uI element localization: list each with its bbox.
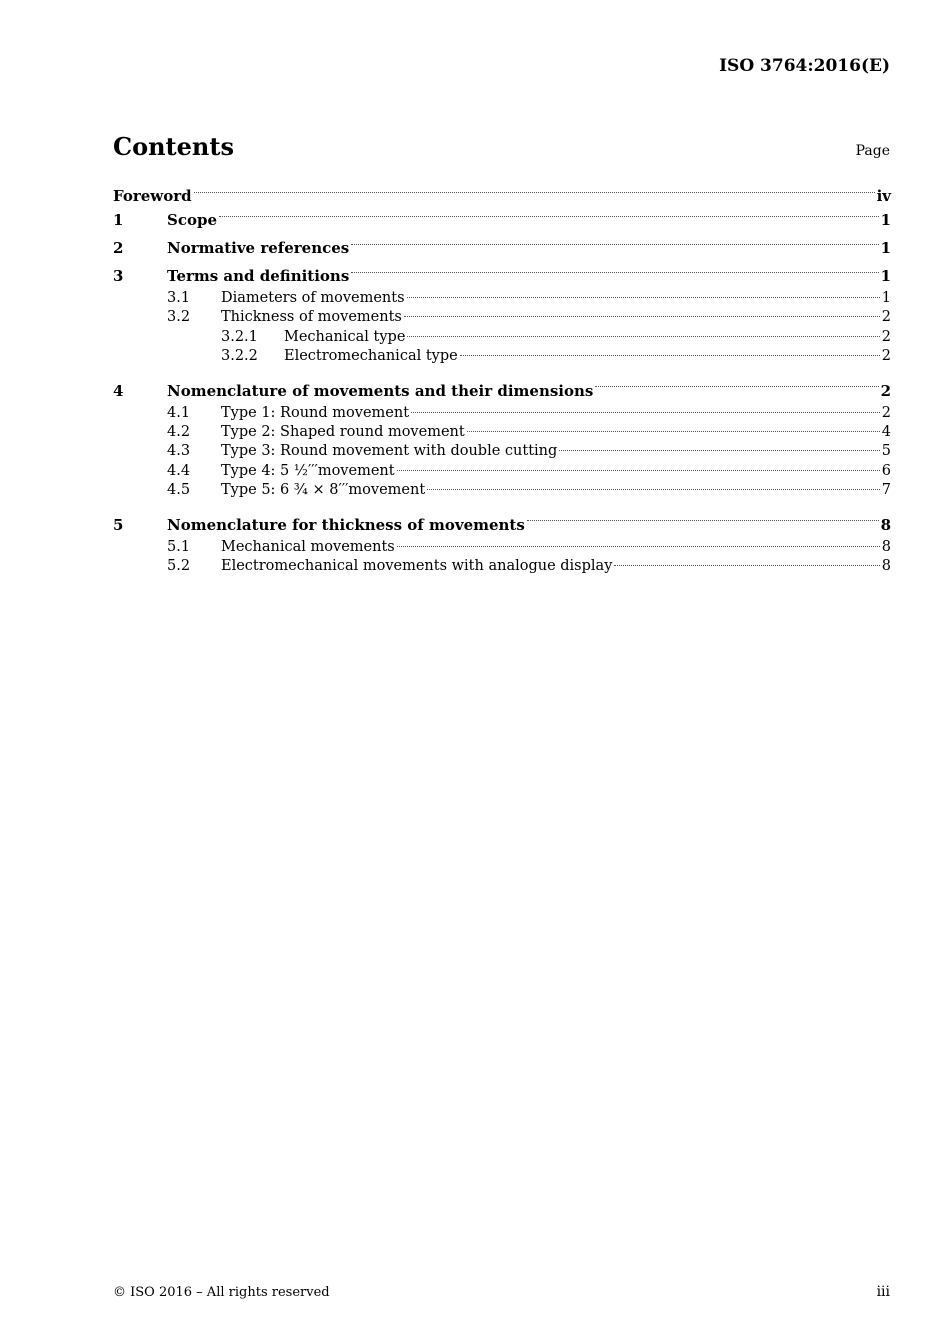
toc-entry-page: 1 [880,239,891,257]
toc-entry-number: 5.1 [167,538,191,555]
toc-entry-title: Type 2: Shaped round movement [221,423,465,440]
toc-entry-number: 1 [113,211,124,229]
toc-entry-title: Mechanical type [284,328,406,345]
toc-entry-number: 4.5 [167,482,191,499]
toc-entry-title: Type 4: 5 ½′′′movement [221,462,395,479]
toc-entry-page: 2 [881,404,891,421]
toc-entry[interactable] [113,348,891,367]
contents-heading: Contents [113,132,234,161]
toc-dot-leader [595,386,878,387]
toc-entry-page: 7 [881,482,891,499]
toc-entry[interactable] [113,377,891,405]
toc-entry-number: 3.1 [167,290,191,306]
toc-entry-title: Foreword [113,187,192,205]
toc-entry-number: 2 [113,239,124,257]
toc-entry-number: 5 [113,515,124,534]
toc-dot-leader [460,355,880,356]
toc-entry[interactable] [113,206,891,234]
toc-dot-leader [351,272,878,273]
page-number: iii [876,1284,890,1300]
toc-entry-number: 3.2.1 [221,328,258,345]
toc-entry-title: Type 1: Round movement [221,404,410,421]
toc-entry-number: 4.1 [167,404,191,421]
toc-dot-leader [411,412,880,413]
toc-entry[interactable] [113,482,891,501]
toc-dot-leader [404,316,880,317]
toc-entry-title: Electromechanical type [284,348,458,365]
toc-entry-title: Normative references [167,239,350,257]
toc-dot-leader [467,431,880,432]
toc-entry-title: Thickness of movements [221,309,402,326]
toc-entry-page: 2 [880,381,891,400]
toc-entry-number: 4.2 [167,423,191,440]
toc-entry-title: Mechanical movements [221,538,395,555]
toc-entry-page: 8 [880,515,891,534]
toc-entry-page: 2 [881,348,891,365]
toc-entry-number: 3 [113,267,124,285]
toc-entry-page: iv [876,187,891,205]
toc-entry-page: 2 [881,328,891,345]
toc-entry-page: 8 [881,557,891,574]
toc-entry[interactable] [113,539,891,558]
toc-entry-title: Electromechanical movements with analogue display [221,557,613,574]
toc-entry-page: 4 [881,423,891,440]
toc-dot-leader [407,297,880,298]
toc-entry-title: Nomenclature for thickness of movements [167,515,525,534]
toc-dot-leader [527,520,879,521]
toc-entry[interactable] [113,424,891,443]
toc-entry-number: 5.2 [167,557,191,574]
toc-entry-title: Scope [167,211,218,229]
table-of-contents [113,186,891,577]
copyright-notice: © ISO 2016 – All rights reserved [113,1285,330,1300]
toc-entry-title: Diameters of movements [221,290,405,306]
toc-entry-page: 1 [881,290,891,306]
toc-entry-number: 4 [113,381,124,400]
toc-entry-page: 6 [881,462,891,479]
toc-entry-number: 3.2 [167,309,191,326]
toc-dot-leader [397,546,880,547]
toc-entry[interactable] [113,290,891,309]
toc-entry-number: 4.4 [167,462,191,479]
toc-entry[interactable] [113,443,891,462]
toc-dot-leader [427,489,880,490]
toc-entry-page: 8 [881,538,891,555]
toc-dot-leader [407,336,879,337]
toc-dot-leader [194,192,875,193]
toc-entry-title: Nomenclature of movements and their dimensions [167,381,594,400]
toc-dot-leader [397,470,880,471]
toc-entry[interactable] [113,309,891,328]
toc-entry[interactable] [113,262,891,290]
toc-dot-leader [614,565,879,566]
toc-dot-leader [219,216,879,217]
toc-entry[interactable] [113,463,891,482]
page-column-label: Page [855,143,890,159]
toc-entry-page: 5 [881,443,891,460]
toc-entry-page: 1 [880,267,891,285]
toc-entry-title: Type 3: Round movement with double cutting [221,443,558,460]
toc-entry-number: 3.2.2 [221,348,258,365]
toc-dot-leader [559,450,879,451]
toc-entry-number: 4.3 [167,443,191,460]
toc-entry-page: 2 [881,309,891,326]
toc-dot-leader [351,244,878,245]
toc-entry-title: Terms and definitions [167,267,350,285]
toc-entry[interactable] [113,511,891,539]
document-id: ISO 3764:2016(E) [719,56,890,76]
toc-entry[interactable] [113,234,891,262]
toc-entry[interactable] [113,558,891,577]
toc-entry-title: Type 5: 6 ¾ × 8′′′movement [221,482,426,499]
toc-entry-page: 1 [880,211,891,229]
toc-entry[interactable] [113,329,891,348]
toc-entry[interactable] [113,405,891,424]
toc-entry[interactable] [113,186,891,206]
